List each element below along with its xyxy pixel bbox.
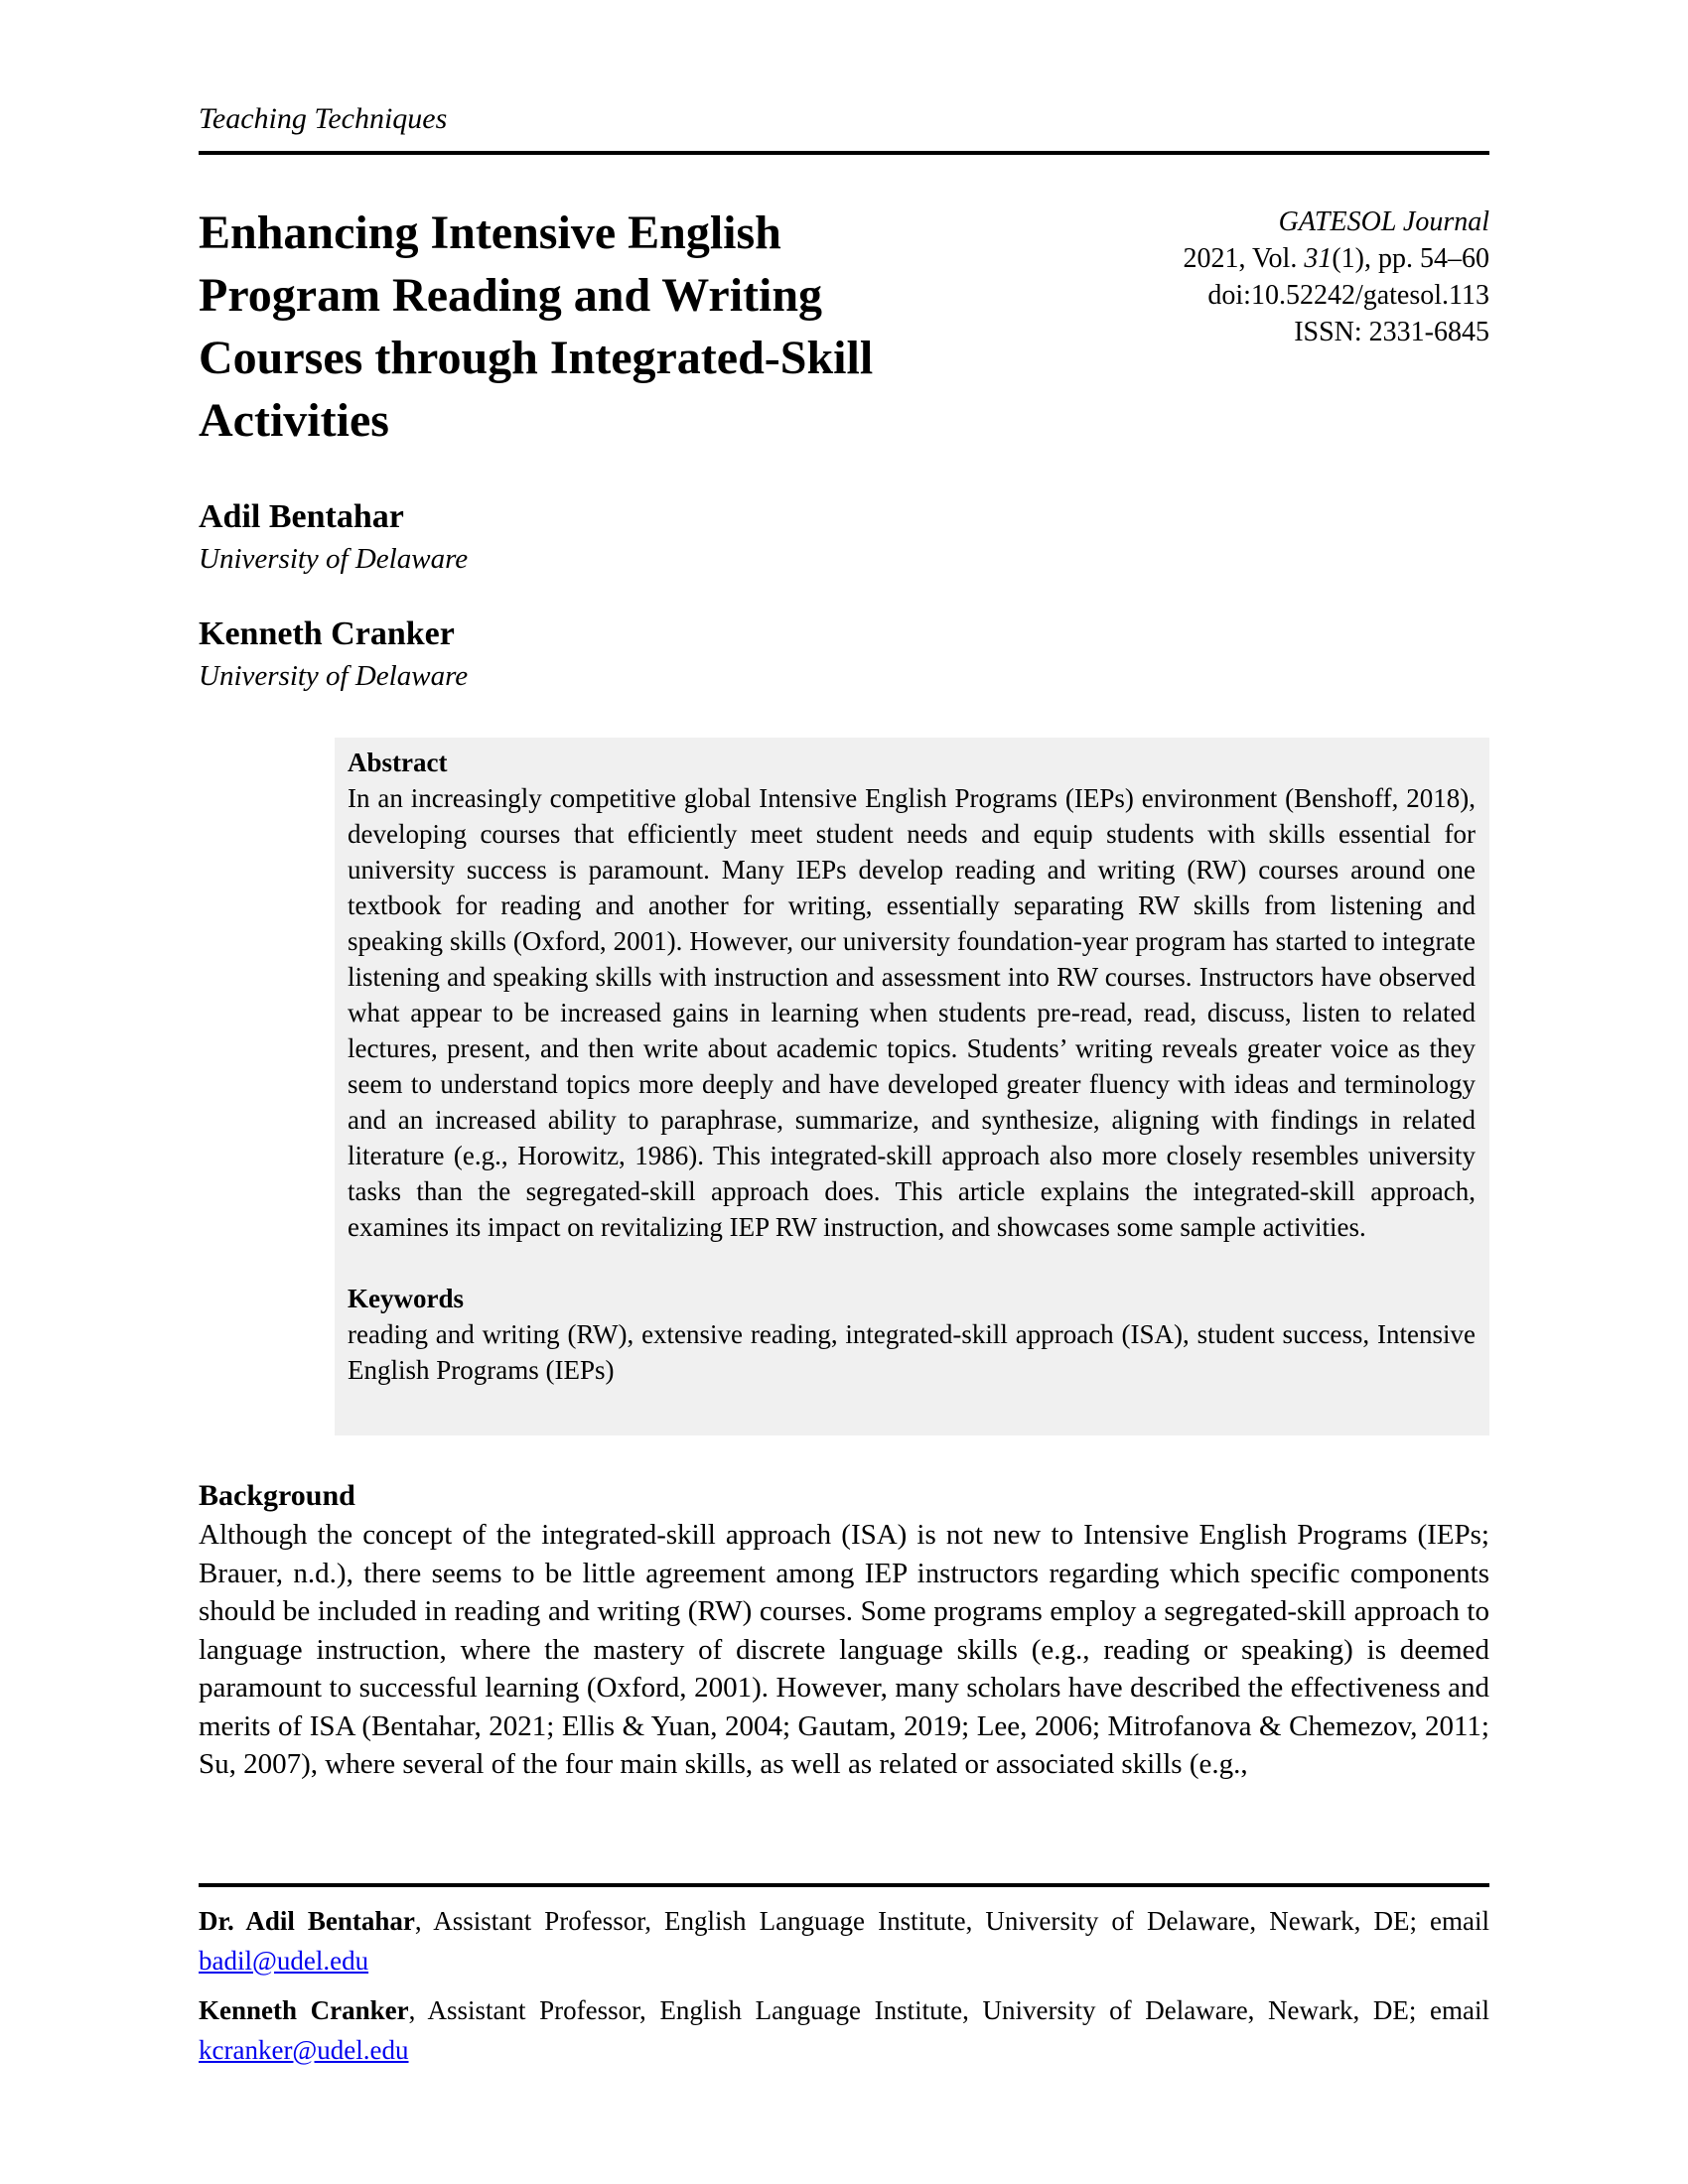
journal-doi: doi:10.52242/gatesol.113 — [1207, 280, 1489, 311]
background-section — [199, 1476, 1489, 1784]
author-name: Kenneth Cranker — [199, 615, 455, 652]
background-text: Although the concept of the integrated-skill approach (ISA) is not new to Intensive English Programs (IEPs; Brauer, n.d.), there seems to be little agreement among IEP instructors regarding which specific components should be included in reading and writing (RW) courses. Some programs employ a segregated-skill approach to language instruction, where the mastery of discrete language skills (e.g., reading or speaking) is deemed paramount to successful learning (Oxford, 2001). However, many scholars have described the effectiveness and merits of ISA (Bentahar, 2021; Ellis & Yuan, 2004; Gautam, 2019; Lee, 2006; Mitrofanova & Chemezov, 2011; Su, 2007), where several of the four main skills, as well as related or associated skills (e.g., — [199, 1519, 1489, 1780]
article-title-line: Courses through Integrated-Skill — [199, 332, 874, 384]
journal-info — [1183, 204, 1489, 350]
article-title-line: Program Reading and Writing — [199, 269, 823, 322]
article-title-line: Activities — [199, 394, 389, 447]
footnote-separator — [199, 1883, 1489, 1887]
article-title — [199, 202, 873, 452]
footnote-email-link[interactable]: badil@udel.edu — [199, 1946, 369, 1976]
journal-issn: ISSN: 2331-6845 — [1294, 317, 1489, 347]
article-title-line: Enhancing Intensive English — [199, 206, 781, 259]
footnote-text: , Assistant Professor, English Language Institute, University of Delaware, Newark, DE; email — [408, 1995, 1489, 2025]
footnote-author: Dr. Adil Bentahar — [199, 1906, 415, 1936]
journal-volume-prefix: 2021, Vol. — [1183, 243, 1305, 274]
footnote-text: , Assistant Professor, English Language Institute, University of Delaware, Newark, DE; email — [414, 1906, 1489, 1936]
background-heading: Background — [199, 1479, 355, 1512]
author-name: Adil Bentahar — [199, 498, 404, 535]
footnote-area — [199, 1883, 1489, 2070]
author — [199, 495, 468, 579]
author-affiliation: University of Delaware — [199, 543, 469, 575]
author-affiliation: University of Delaware — [199, 660, 469, 692]
abstract-box — [335, 738, 1489, 1435]
footnote — [199, 1901, 1489, 1980]
footnote-author: Kenneth Cranker — [199, 1995, 409, 2025]
journal-volume-line — [1183, 240, 1489, 277]
abstract-text: In an increasingly competitive global Intensive English Programs (IEPs) environment (Benshoff, 2018), developing courses that efficiently meet student needs and equip students with skills essential for university success is paramount. Many IEPs develop reading and writing (RW) courses around one textbook for reading and another for writing, essentially separating RW skills from listening and speaking skills (Oxford, 2001). However, our university foundation-year program has started to integrate listening and speaking skills with instruction and assessment into RW courses. Instructors have observed what appear to be increased gains in learning when students pre-read, read, discuss, listen to related lectures, present, and then write about academic topics. Students’ writing reveals greater voice as they seem to understand topics more deeply and have developed greater fluency with ideas and terminology and an increased ability to paraphrase, summarize, and synthesize, aligning with findings in related literature (e.g., Horowitz, 1986). This integrated-skill approach also more closely resembles university tasks than the segregated-skill approach does. This article explains the integrated-skill approach, examines its impact on revitalizing IEP RW instruction, and showcases some sample activities. — [348, 783, 1476, 1242]
author — [199, 613, 468, 696]
running-head: Teaching Techniques — [199, 102, 448, 135]
keywords-label: Keywords — [348, 1284, 464, 1313]
title-block — [199, 202, 1489, 452]
header-rule — [199, 151, 1489, 155]
journal-volume-number: 31 — [1304, 243, 1333, 274]
footnote — [199, 1990, 1489, 2070]
journal-volume-suffix: (1), pp. 54–60 — [1332, 243, 1489, 274]
journal-name: GATESOL Journal — [1278, 206, 1489, 237]
authors-block — [199, 495, 468, 696]
footnote-email-link[interactable]: kcranker@udel.edu — [199, 2035, 409, 2065]
keywords-text: reading and writing (RW), extensive reading, integrated-skill approach (ISA), student success, Intensive English Programs (IEPs) — [348, 1319, 1476, 1385]
keywords-block — [348, 1281, 1476, 1388]
abstract-label: Abstract — [348, 748, 448, 777]
